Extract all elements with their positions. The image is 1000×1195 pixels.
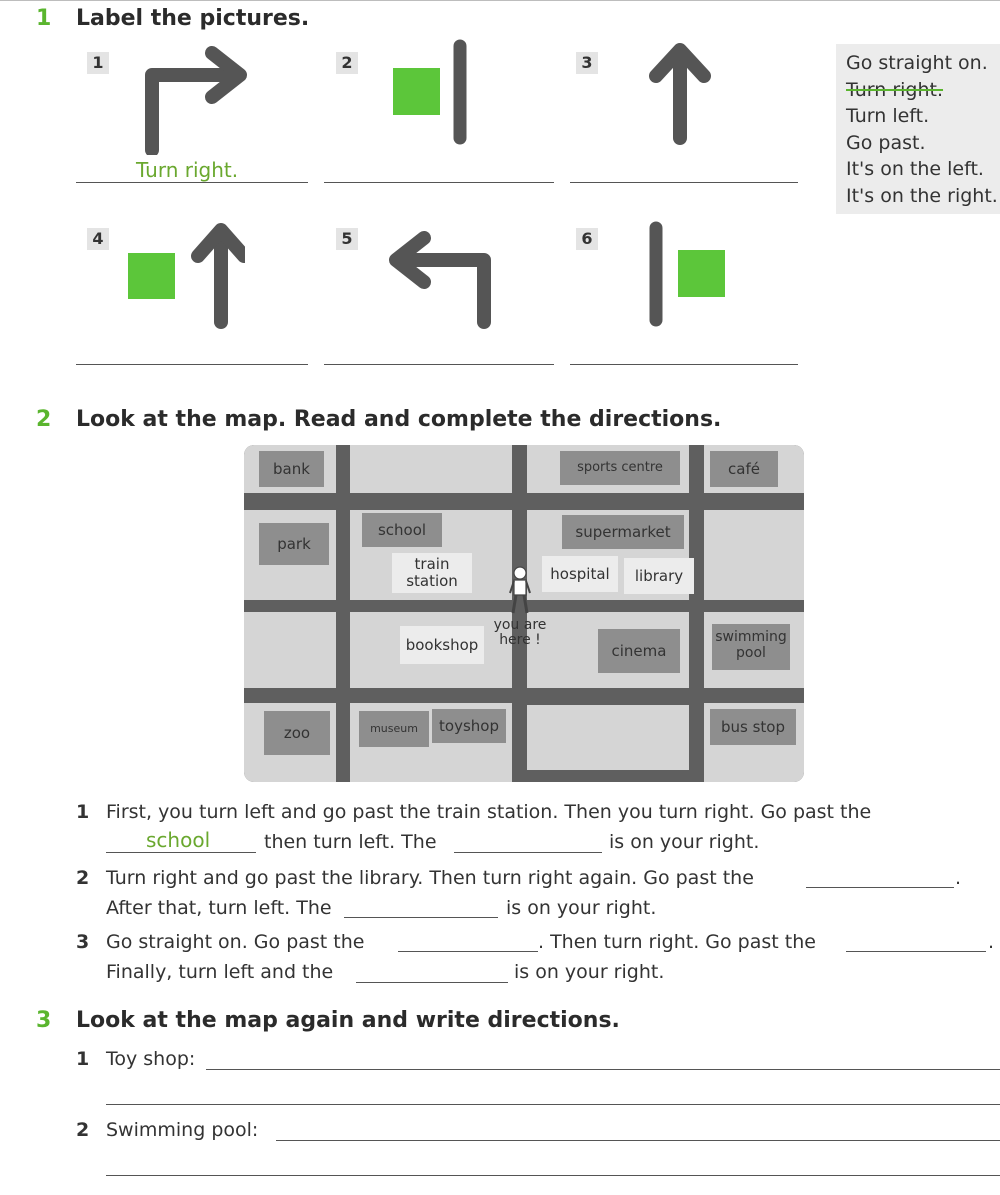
exercise-3-1-blank-a[interactable] [206,1069,1000,1070]
map-label-swimming-pool [712,624,790,670]
answer-line-2[interactable] [324,182,554,183]
word-bank-item-used: Turn right. [846,78,944,101]
exercise-2-2-line1-end: . [955,867,962,889]
map-label-train-station-line1: train [414,555,450,573]
word-bank-item: Go past. [846,131,926,154]
exercise-3-1-label: Toy shop: [106,1048,196,1070]
map-label-library: library [624,558,694,594]
you-are-here-line1: you are [493,617,547,633]
exercise-2-3-line2b: is on your right. [514,961,665,983]
picture-4-number: 4 [87,228,109,250]
building-right-of-road-icon [640,218,740,333]
map-label-cinema: cinema [598,629,680,673]
word-bank-item: Turn left. [846,105,930,127]
picture-6-number: 6 [576,228,598,250]
map-label-zoo: zoo [264,711,330,755]
map-label-bookshop: bookshop [400,626,484,664]
map-label-swimming-pool-line1: swimming [715,629,787,645]
exercise-2-3-blank-c[interactable] [356,982,508,983]
answer-line-5[interactable] [324,364,554,365]
exercise-2-1-line2a: then turn left. The [264,831,437,853]
map-label-school: school [362,513,442,547]
exercise-3-2-blank-a[interactable] [276,1140,1000,1141]
section2-title: Look at the map. Read and complete the directions. [76,407,722,432]
exercise-2-3-line1a: Go straight on. Go past the [106,931,365,953]
word-bank [836,44,1000,214]
go-past-building-icon [125,218,245,333]
exercise-3-1-number: 1 [76,1048,90,1070]
map-label-train-station [392,553,472,593]
map-label-supermarket: supermarket [562,515,684,549]
word-bank-item: Go straight on. [846,52,988,74]
map-label-sports-centre: sports centre [560,451,680,485]
town-map [244,445,804,782]
answer-1: Turn right. [136,158,239,182]
exercise-2-1-answer: school [146,828,211,852]
exercise-2-3-line1-end: . [988,931,995,953]
exercise-2-3-number: 3 [76,931,90,953]
map-label-toyshop: toyshop [432,709,506,743]
map-label-bus-stop: bus stop [710,709,796,745]
exercise-2-1-line2b: is on your right. [609,831,760,853]
exercise-2-3-line1b: . Then turn right. Go past the [538,931,816,953]
exercise-2-2-line2b: is on your right. [506,897,657,919]
exercise-3-1-blank-b[interactable] [106,1104,1000,1105]
map-label-bank: bank [259,451,324,487]
map-label-museum: museum [359,711,429,747]
picture-2-number: 2 [336,52,358,74]
exercise-3-2-blank-b[interactable] [106,1175,1000,1176]
exercise-2-3-blank-b[interactable] [846,951,986,952]
top-divider [0,0,1000,1]
picture-5-number: 5 [336,228,358,250]
map-label-train-station-line2: station [406,572,458,590]
you-are-here-line2: here ! [499,632,541,648]
answer-line-1[interactable] [76,182,308,183]
word-bank-item: It's on the left. [846,158,984,180]
section3-title: Look at the map again and write directions. [76,1008,620,1033]
you-are-here-label [490,618,550,648]
answer-line-3[interactable] [570,182,798,183]
turn-left-arrow-icon [380,218,500,333]
building-left-of-road-icon [390,38,480,148]
map-label-swimming-pool-line2: pool [736,645,766,661]
exercise-2-1-blank-a[interactable] [106,852,256,853]
exercise-3-2-label: Swimming pool: [106,1119,259,1141]
exercise-3-2-number: 2 [76,1119,90,1141]
exercise-2-2-number: 2 [76,867,90,889]
turn-right-arrow-icon [140,45,260,155]
exercise-2-1-line1: First, you turn left and go past the train station. Then you turn right. Go past the [106,801,872,823]
map-label-cafe: café [710,451,778,487]
map-label-park: park [259,523,329,565]
section1-title: Label the pictures. [76,6,310,31]
exercise-2-2-line1: Turn right and go past the library. Then turn right again. Go past the [106,867,754,889]
section3-number: 3 [36,1008,52,1033]
exercise-2-2-blank-a[interactable] [806,887,954,888]
straight-arrow-icon [640,38,720,148]
section1-number: 1 [36,6,52,31]
exercise-2-1-blank-b[interactable] [454,852,602,853]
answer-line-4[interactable] [76,364,308,365]
answer-line-6[interactable] [570,364,798,365]
word-bank-item: It's on the right. [846,184,998,207]
exercise-2-3-line2a: Finally, turn left and the [106,961,334,983]
exercise-2-2-blank-b[interactable] [344,917,498,918]
exercise-2-1-number: 1 [76,801,90,823]
map-label-hospital: hospital [542,556,618,592]
exercise-2-2-line2a: After that, turn left. The [106,897,332,919]
exercise-2-3-blank-a[interactable] [398,951,538,952]
picture-1-number: 1 [87,52,109,74]
person-icon [508,565,532,617]
picture-3-number: 3 [576,52,598,74]
section2-number: 2 [36,407,52,432]
